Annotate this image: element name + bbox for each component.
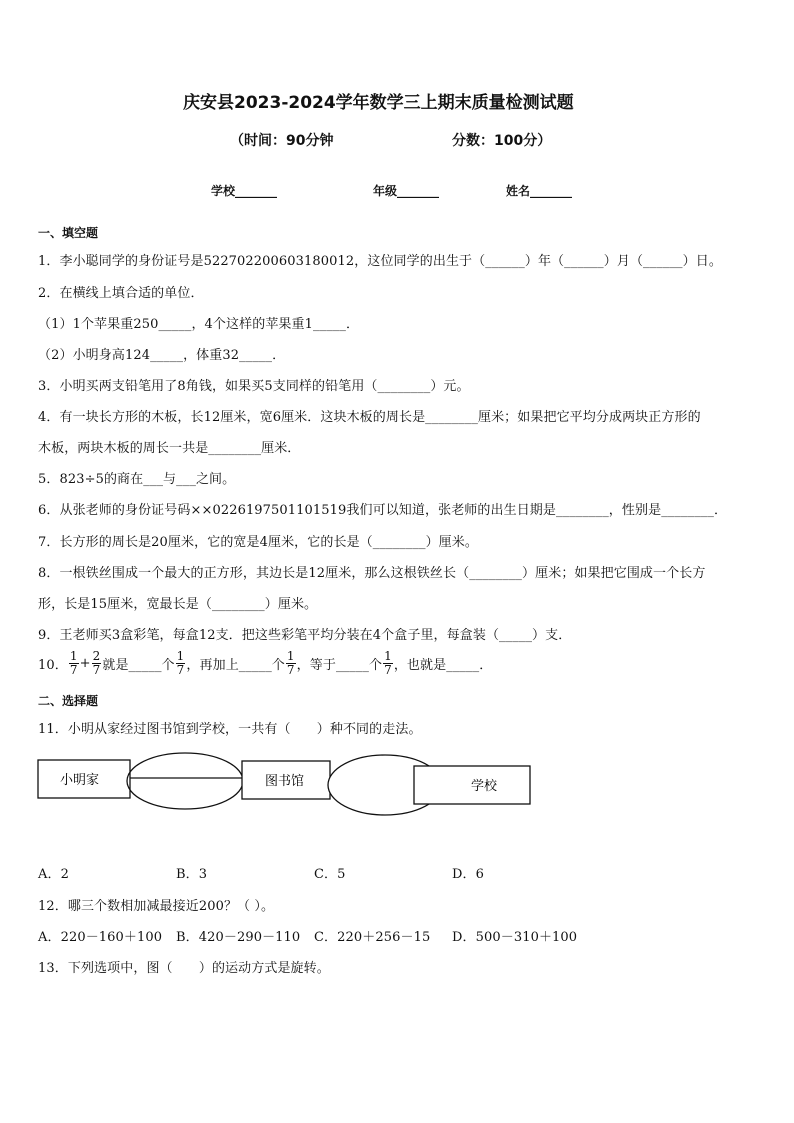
question-2-part-2: （2）小明身高124_____，体重32_____． [38,348,286,363]
school-field: 学校_______ [211,184,278,198]
question-10-text-3: ，等于_____个 [296,658,383,673]
question-4-line-2: 木板，两块木板的周长一共是________厘米． [38,441,301,456]
fraction-one-seventh: $\frac{1}{7}$ [286,649,295,677]
q11-option-a: A．2 [38,867,69,882]
path-ellipse-1 [127,753,243,809]
q12-option-b: B．420－290－110 [176,930,301,945]
name-field: 姓名_______ [506,184,573,198]
library-label: 图书馆 [265,774,305,789]
question-6: 6．从张老师的身份证号码××0226197501101519我们可以知道，张老师的出生日期是________，性别是________． [38,503,728,518]
question-9: 9．王老师买3盒彩笔，每盒12支．把这些彩笔平均分装在4个盒子里，每盒装（_____）支． [38,628,572,643]
question-12: 12．哪三个数相加减最接近200？（ ）。 [38,899,275,914]
exam-score: 分数：100分） [452,133,552,149]
section-heading-choice: 二、选择题 [38,694,99,708]
question-8-line-2: 形，长是15厘米，宽最长是（________）厘米。 [38,597,318,612]
question-10-text-2: ，再加上_____个 [186,658,285,673]
fraction-one-seventh: $\frac{1}{7}$ [176,649,185,677]
plus-sign: + [79,656,91,671]
grade-field: 年级_______ [373,184,440,198]
question-3: 3．小明买两支铅笔用了8角钱，如果买5支同样的铅笔用（________）元。 [38,379,470,394]
question-10-text-1: 就是_____个 [102,658,175,673]
fraction-one-seventh: $\frac{1}{7}$ [384,649,392,677]
route-diagram [30,748,540,818]
question-10-text-4: ，也就是_____． [393,658,493,673]
home-label: 小明家 [60,773,100,788]
q11-option-d: D．6 [452,867,484,882]
question-7: 7．长方形的周长是20厘米，它的宽是4厘米，它的长是（________）厘米。 [38,535,478,550]
question-1: 1．李小聪同学的身份证号是522702200603180012，这位同学的出生于（______）年（______）月（______）日。 [38,254,722,269]
question-2-part-1: （1）1个苹果重250_____，4个这样的苹果重1_____． [38,317,360,332]
q11-option-c: C．5 [314,867,346,882]
school-label: 学校 [471,779,498,794]
exam-time: （时间：90分钟 [230,133,334,149]
question-10-number: 10． [38,658,68,673]
q12-option-a: A．220－160＋100 [38,930,163,945]
fraction-two-sevenths: $\frac{2}{7}$ [92,649,101,677]
question-11: 11．小明从家经过图书馆到学校，一共有（ ）种不同的走法。 [38,722,422,737]
question-13: 13．下列选项中，图（ ）的运动方式是旋转。 [38,961,330,976]
question-2: 2．在横线上填合适的单位． [38,286,204,301]
q12-option-c: C．220＋256－15 [314,930,431,945]
question-8-line-1: 8．一根铁丝围成一个最大的正方形，其边长是12厘米，那么这根铁丝长（________）厘米；如果把它围成一个长方 [38,566,706,581]
fraction-one-seventh: $\frac{1}{7}$ [69,649,78,677]
question-10 [38,650,492,677]
question-5: 5．823÷5的商在___与___之间。 [38,472,236,487]
page-title: 庆安县2023-2024学年数学三上期末质量检测试题 [183,93,574,113]
section-heading-fill-blank: 一、填空题 [38,226,99,240]
question-4-line-1: 4．有一块长方形的木板，长12厘米，宽6厘米．这块木板的周长是________厘米；如果把它平均分成两块正方形的 [38,410,701,425]
q11-option-b: B．3 [176,867,208,882]
q12-option-d: D．500－310＋100 [452,930,578,945]
